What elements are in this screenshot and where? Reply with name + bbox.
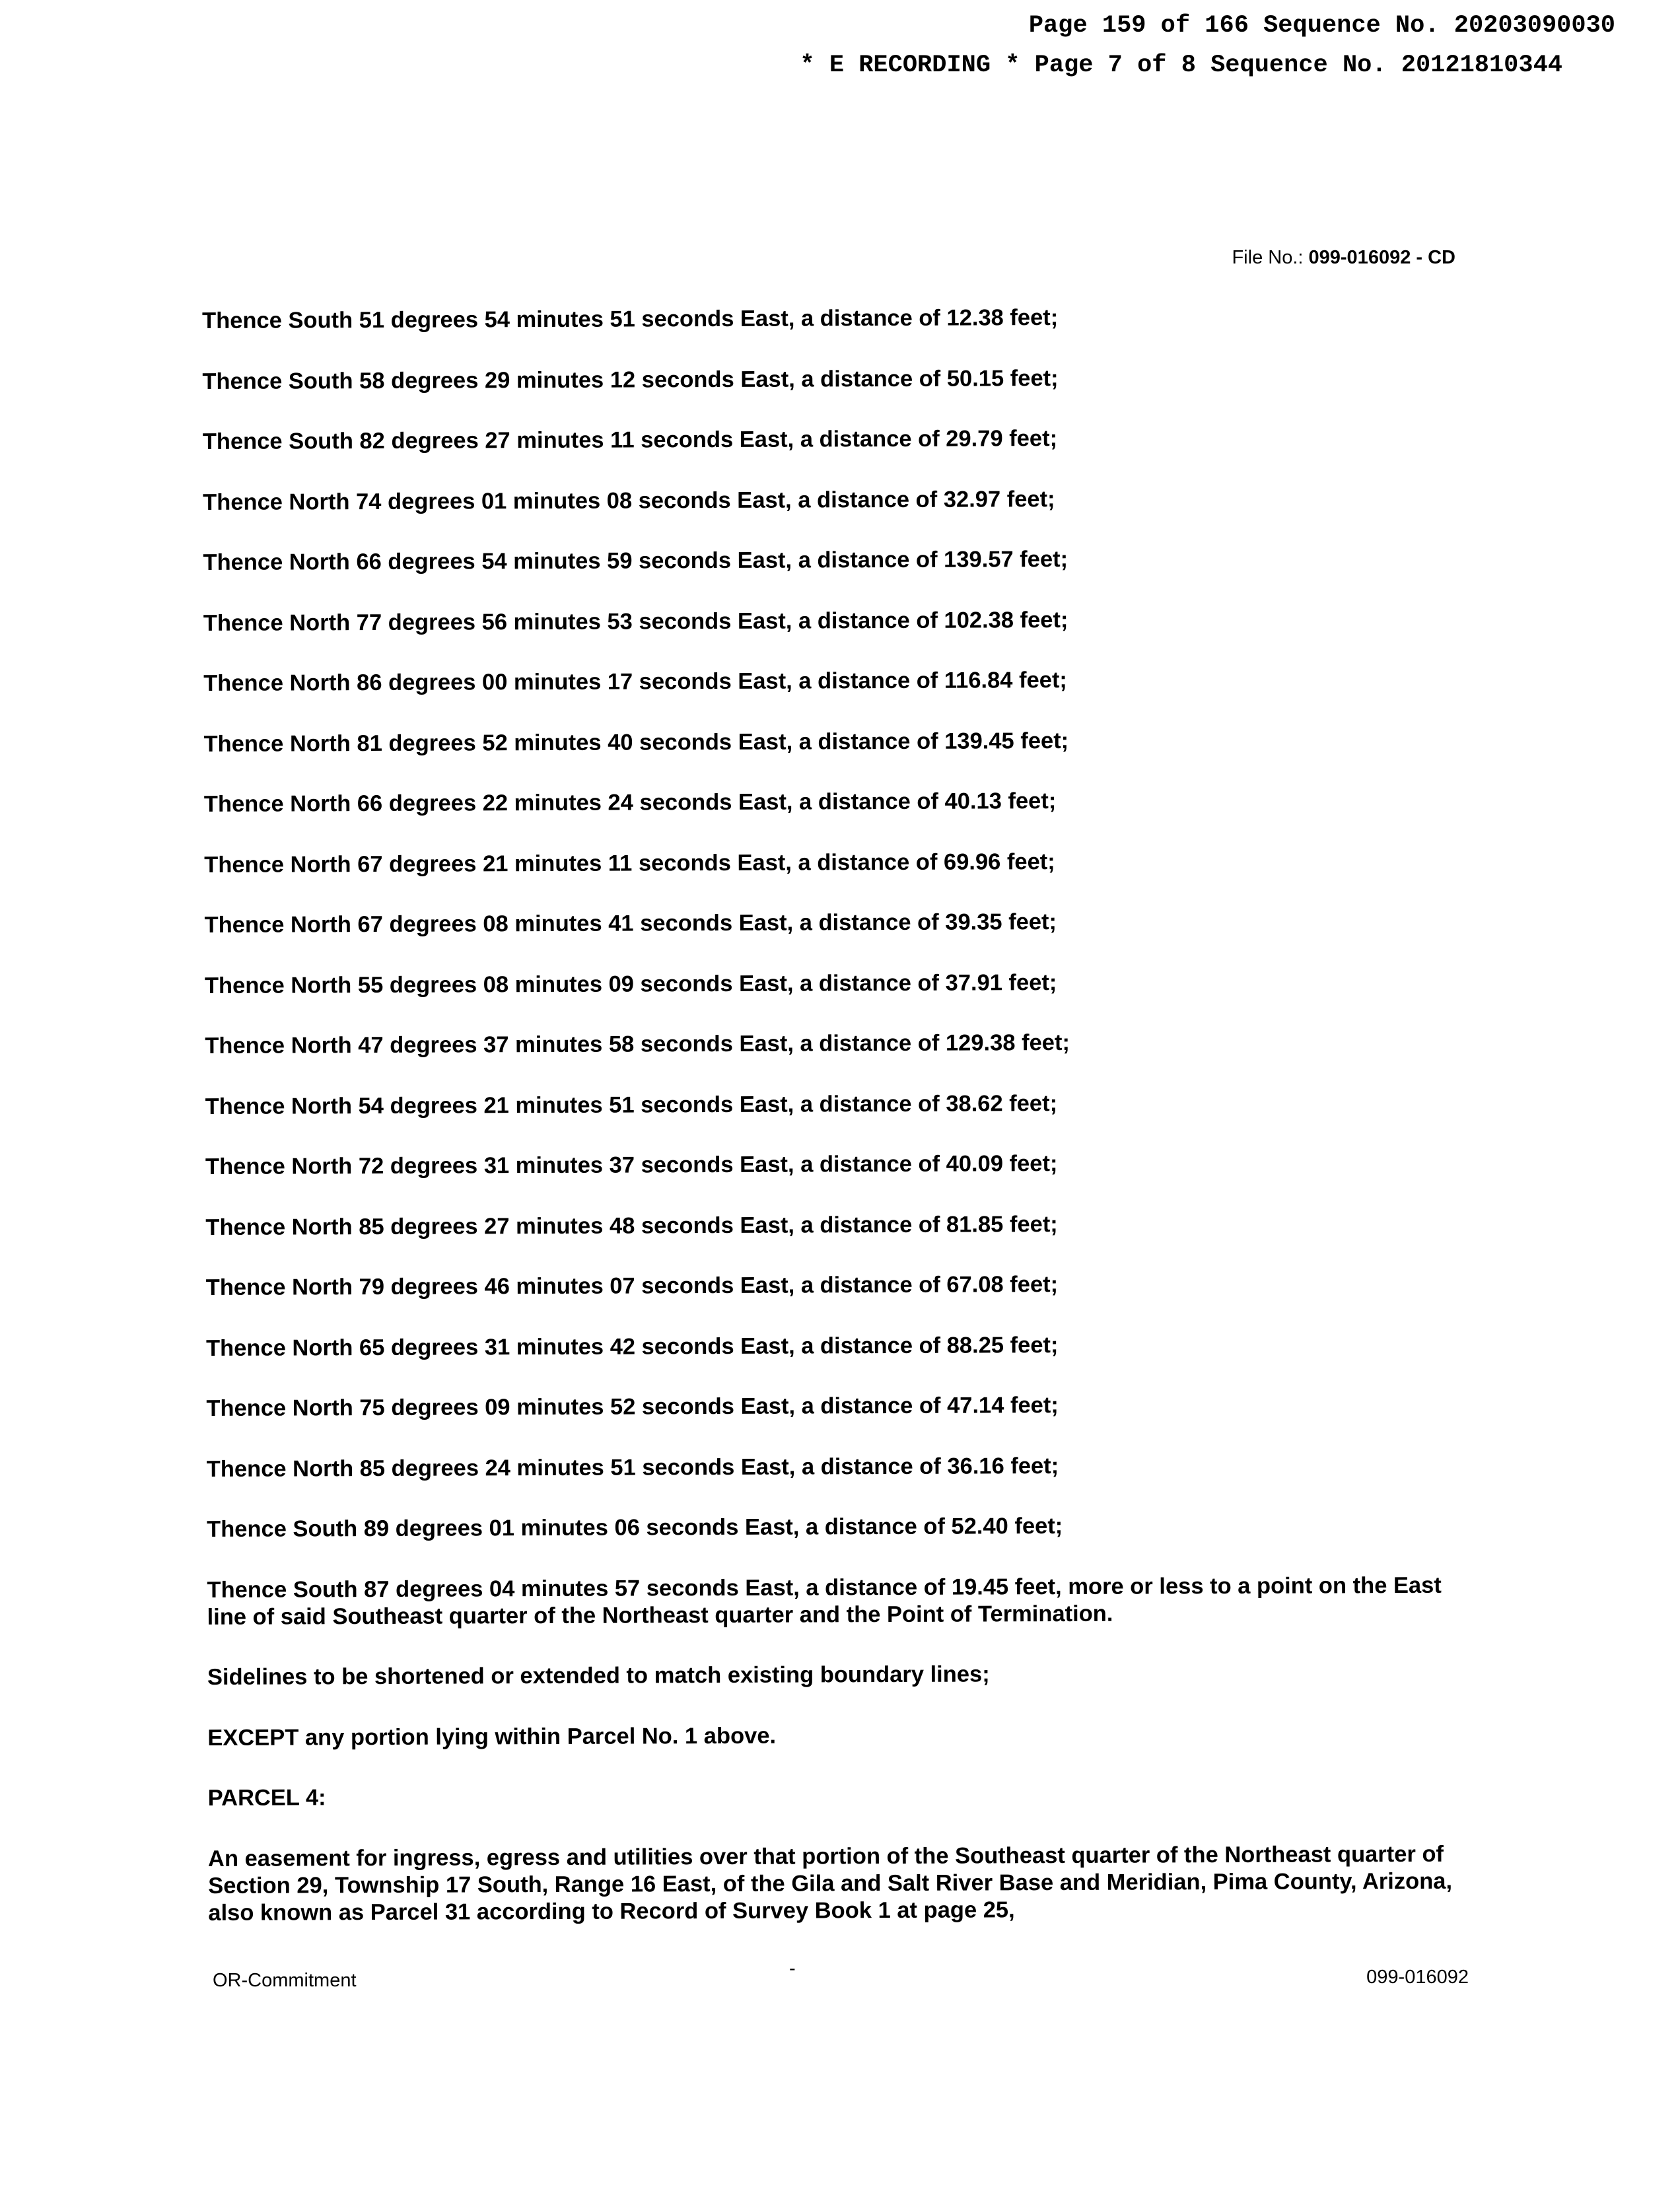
- file-number: [1232, 247, 1455, 269]
- except-clause: EXCEPT any portion lying within Parcel No. 1 above.: [207, 1723, 777, 1751]
- course-list: [202, 303, 1481, 1543]
- course-line: Thence North 66 degrees 54 minutes 59 seconds East, a distance of 139.57 feet;: [203, 546, 1068, 575]
- course-line: Thence South 58 degrees 29 minutes 12 seconds East, a distance of 50.15 feet;: [202, 365, 1059, 394]
- course-line: Thence North 72 degrees 31 minutes 37 seconds East, a distance of 40.09 feet;: [205, 1151, 1058, 1179]
- course-line: Thence North 65 degrees 31 minutes 42 seconds East, a distance of 88.25 feet;: [205, 1332, 1059, 1361]
- footer-form-name: OR-Commitment: [213, 1970, 357, 1991]
- course-line: Thence North 47 degrees 37 minutes 58 seconds East, a distance of 129.38 feet;: [205, 1030, 1070, 1059]
- file-number-label: File No.:: [1232, 247, 1304, 268]
- course-line: Thence North 77 degrees 56 minutes 53 seconds East, a distance of 102.38 feet;: [203, 607, 1068, 636]
- parcel-heading: PARCEL 4:: [207, 1785, 326, 1811]
- footer-mark: -: [789, 1958, 796, 1979]
- footer-file-number: 099-016092: [1366, 1967, 1469, 1988]
- course-line: Thence North 86 degrees 00 minutes 17 seconds East, a distance of 116.84 feet;: [203, 667, 1067, 696]
- course-line: Thence North 79 degrees 46 minutes 07 seconds East, a distance of 67.08 feet;: [205, 1272, 1059, 1300]
- course-line: Thence North 85 degrees 24 minutes 51 seconds East, a distance of 36.16 feet;: [206, 1453, 1059, 1482]
- file-number-value: 099-016092 - CD: [1308, 247, 1455, 268]
- course-line: Thence North 54 degrees 21 minutes 51 seconds East, a distance of 38.62 feet;: [205, 1090, 1058, 1119]
- course-line: Thence South 82 degrees 27 minutes 11 seconds East, a distance of 29.79 feet;: [202, 426, 1058, 454]
- recording-stamp-sequence: * E RECORDING * Page 7 of 8 Sequence No. 20121810344: [800, 52, 1562, 79]
- recording-stamp-page: Page 159 of 166 Sequence No. 20203090030: [1028, 12, 1615, 40]
- legal-description: [202, 303, 1483, 1960]
- course-line: Thence North 66 degrees 22 minutes 24 seconds East, a distance of 40.13 feet;: [203, 788, 1057, 817]
- sidelines-note: Sidelines to be shortened or extended to match existing boundary lines;: [207, 1661, 990, 1690]
- course-line: Thence North 55 degrees 08 minutes 09 seconds East, a distance of 37.91 feet;: [204, 969, 1057, 998]
- course-line: Thence North 74 degrees 01 minutes 08 seconds East, a distance of 32.97 feet;: [203, 486, 1055, 515]
- course-line: Thence North 81 degrees 52 minutes 40 seconds East, a distance of 139.45 feet;: [203, 728, 1069, 757]
- final-course: Thence South 87 degrees 04 minutes 57 seconds East, a distance of 19.45 feet, more or less to a point on the East line of said Southeast quarter of the Northeast quarter and the Point of Termination.: [207, 1572, 1442, 1630]
- course-line: Thence North 67 degrees 08 minutes 41 seconds East, a distance of 39.35 feet;: [204, 909, 1057, 938]
- course-line: Thence North 67 degrees 21 minutes 11 seconds East, a distance of 69.96 feet;: [204, 849, 1055, 878]
- course-line: Thence South 51 degrees 54 minutes 51 seconds East, a distance of 12.38 feet;: [202, 305, 1059, 333]
- parcel-description: An easement for ingress, egress and utilities over that portion of the Southeast quarter of the Northeast quarter of Section 29, Township 17 South, Range 16 East, of the Gila and Salt River Base and Meridian, Pima County, Arizona, also known as Parcel 31 according to Record of Survey Book 1 at page 25,: [207, 1841, 1453, 1926]
- course-line: Thence North 85 degrees 27 minutes 48 seconds East, a distance of 81.85 feet;: [205, 1211, 1058, 1240]
- course-line: Thence North 75 degrees 09 minutes 52 seconds East, a distance of 47.14 feet;: [206, 1393, 1059, 1421]
- course-line: Thence South 89 degrees 01 minutes 06 seconds East, a distance of 52.40 feet;: [207, 1514, 1063, 1542]
